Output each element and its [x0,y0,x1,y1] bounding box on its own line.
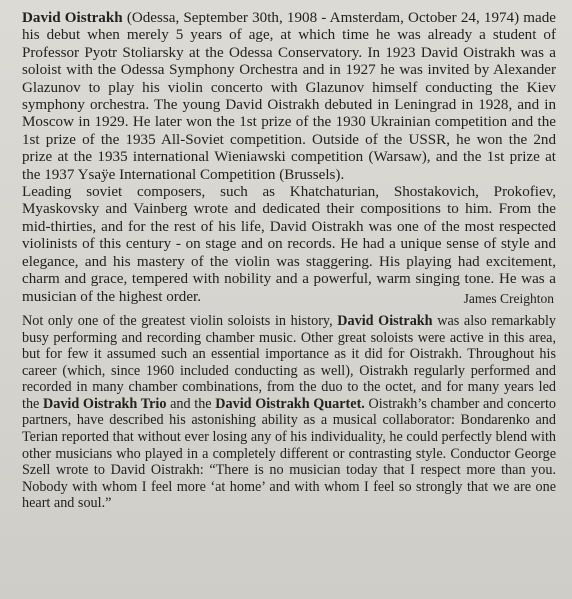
quartet-name: David Oistrakh Quartet. [215,395,365,412]
author-credit: James Creighton [463,290,554,306]
chamber-paragraph [22,313,556,512]
trio-name: David Oistrakh Trio [43,395,167,412]
career-paragraph [22,184,556,306]
booklet-text [22,10,556,512]
chamber-intro: Not only one of the greatest violin soloists in history, [22,312,338,329]
biography-text: (Odessa, September 30th, 1908 - Amsterdam, October 24, 1974) made his debut when merely 5 years of age, at which time he was already a student of Professor Pyotr Stoliarsky at the Odessa Conservatory. In 1923 David Oistrakh was a soloist with the Odessa Symphony Orchestra and in 1927 he was invited by Alexander Glazunov to play his violin concerto with Glazunov himself conducting the Kiev symphony orchestra. The young David Oistrakh debuted in Leningrad in 1928, and in Moscow in 1929. He later won the 1st prize of the 1930 Ukrainian competition and the 1st prize of the 1935 All-Soviet competition. Outside of the USSR, he won the 2nd prize at the 1935 international Wieniawski competition (Warsaw), and the 1st prize at the 1937 Ysaÿe International Competition (Brussels). [22,10,556,183]
chamber-text-1: was also remarkably busy performing and recording chamber music. Other great soloists were active in this area, but for few it assumed such an essential importance as it did for Oistrakh. Throughout his career (which, since 1960 included conducting as well), Oistrakh regularly performed and recorded in many chamber combinations, from the duo to the octet, and for many years led the [22,312,556,412]
artist-name: David Oistrakh [22,10,123,26]
career-text: Leading soviet composers, such as Khatchaturian, Shostakovich, Prokofiev, Myaskovsky and Vainberg wrote and dedicated their compositions to him. From the mid-thirties, and for the rest of his life, David Oistrakh was one of the most respected violinists of this century - on stage and on records. He had a unique sense of style and elegance, and his mastery of the violin was staggering. His playing had excitement, charm and grace, tempered with nobility and a powerful, warm singing tone. He was a musician of the highest order. [22,184,556,305]
chamber-text-3: Oistrakh’s chamber and concerto partners, have described his astonishing ability as a musical collaborator: Bondarenko and Terian reported that without ever losing any of his individuality, he could perfectly blend with other musicians who played in a completely different or contrasting style. Conductor George Szell wrote to David Oistrakh: “There is no musician today that I respect more than you. Nobody with whom I feel more ‘at home’ and with whom I feel so strongly that we are one heart and soul.” [22,395,556,512]
biography-paragraph [22,10,556,184]
chamber-text-2: and the [166,395,216,412]
artist-name-bold: David Oistrakh [337,312,433,329]
